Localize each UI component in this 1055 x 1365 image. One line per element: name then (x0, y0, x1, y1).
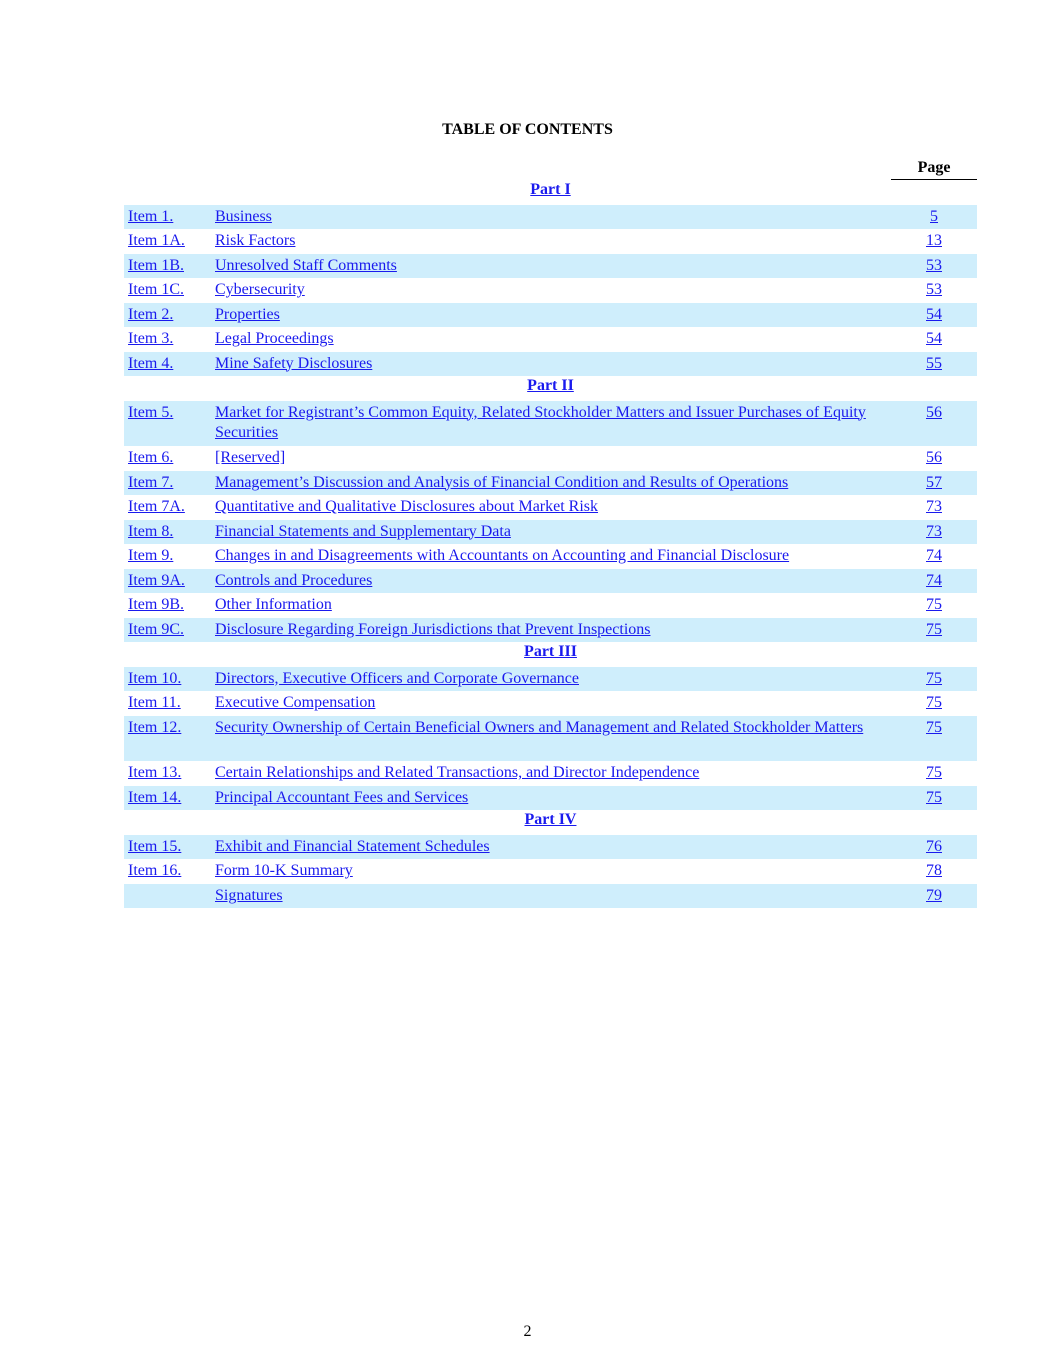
part-heading (124, 642, 977, 667)
item-page-link[interactable]: 73 (926, 522, 942, 540)
item-title-link[interactable]: Business (215, 207, 272, 225)
item-number-link[interactable]: Item 1A. (128, 232, 185, 249)
item-title-link[interactable]: Legal Proceedings (215, 330, 334, 347)
item-number-link[interactable]: Item 12. (128, 718, 182, 736)
item-number-link[interactable]: Item 1C. (128, 281, 184, 298)
item-page-link[interactable]: 76 (926, 837, 942, 855)
item-number-link[interactable]: Item 7. (128, 473, 174, 491)
item-title-link[interactable]: Disclosure Regarding Foreign Jurisdictions that Prevent Inspections (215, 620, 651, 638)
item-title-link[interactable]: Controls and Procedures (215, 571, 373, 589)
item-number-link[interactable]: Item 8. (128, 522, 174, 540)
item-title-link[interactable]: Exhibit and Financial Statement Schedules (215, 837, 490, 855)
toc-row (124, 569, 977, 594)
toc-row (124, 303, 977, 328)
item-page-link[interactable]: 56 (926, 403, 942, 421)
item-number-link[interactable]: Item 13. (128, 764, 182, 781)
item-title-link[interactable]: Executive Compensation (215, 694, 376, 711)
item-number-link[interactable]: Item 14. (128, 788, 182, 806)
toc-row (124, 229, 977, 254)
toc-row (124, 716, 977, 762)
toc-row (124, 254, 977, 279)
item-number-link[interactable]: Item 9A. (128, 571, 185, 589)
item-page-link[interactable]: 75 (926, 764, 942, 781)
item-title-link[interactable]: Certain Relationships and Related Transactions, and Director Independence (215, 764, 700, 781)
item-number-link[interactable]: Item 9B. (128, 596, 184, 613)
item-number-link[interactable]: Item 16. (128, 862, 182, 879)
item-title-link[interactable]: Financial Statements and Supplementary Data (215, 522, 511, 540)
item-page-link[interactable]: 75 (926, 620, 942, 638)
item-page-link[interactable]: 53 (926, 256, 942, 274)
footer-page-number: 2 (523, 1323, 532, 1340)
item-page-link[interactable]: 55 (926, 354, 942, 372)
item-title-link[interactable]: Risk Factors (215, 232, 296, 249)
item-page-link[interactable]: 5 (930, 207, 938, 225)
table-of-contents (124, 180, 977, 908)
item-title-link[interactable]: Other Information (215, 596, 332, 613)
item-page-link[interactable]: 75 (926, 718, 942, 736)
toc-row (124, 495, 977, 520)
item-page-link[interactable]: 75 (926, 596, 942, 613)
item-number-link[interactable]: Item 11. (128, 694, 181, 711)
item-number-link[interactable]: Item 10. (128, 669, 182, 687)
toc-row (124, 761, 977, 786)
part-heading (124, 810, 977, 835)
item-title-link[interactable]: Signatures (215, 886, 283, 904)
item-title-link[interactable]: Changes in and Disagreements with Accountants on Accounting and Financial Disclosure (215, 547, 790, 564)
item-page-link[interactable]: 73 (926, 498, 942, 515)
item-title-link[interactable]: [Reserved] (215, 449, 286, 466)
item-number-link[interactable]: Item 15. (128, 837, 182, 855)
item-number-link[interactable]: Item 5. (128, 403, 174, 421)
toc-row (124, 786, 977, 811)
toc-row (124, 691, 977, 716)
item-title-link[interactable]: Quantitative and Qualitative Disclosures about Market Risk (215, 498, 599, 515)
item-page-link[interactable]: 53 (926, 281, 942, 298)
item-number-link[interactable]: Item 9. (128, 547, 174, 564)
toc-row (124, 667, 977, 692)
page-title: TABLE OF CONTENTS (442, 121, 613, 138)
toc-row (124, 352, 977, 377)
toc-row (124, 593, 977, 618)
item-title-link[interactable]: Unresolved Staff Comments (215, 256, 397, 274)
part-link[interactable]: Part I (530, 181, 571, 198)
item-title-link[interactable]: Form 10-K Summary (215, 862, 353, 879)
toc-row (124, 401, 977, 447)
toc-row (124, 446, 977, 471)
toc-row (124, 327, 977, 352)
part-heading (124, 376, 977, 401)
item-title-link[interactable]: Market for Registrant’s Common Equity, Related Stockholder Matters and Issuer Purchases of Equity Securities (215, 403, 866, 441)
item-number-link[interactable]: Item 6. (128, 449, 174, 466)
item-number-link[interactable]: Item 9C. (128, 620, 184, 638)
item-title-link[interactable]: Directors, Executive Officers and Corporate Governance (215, 669, 579, 687)
item-title-link[interactable]: Properties (215, 305, 280, 323)
part-link[interactable]: Part II (527, 377, 574, 394)
part-link[interactable]: Part III (524, 643, 577, 660)
item-title-link[interactable]: Cybersecurity (215, 281, 305, 298)
item-number-link[interactable]: Item 7A. (128, 498, 185, 515)
toc-row (124, 278, 977, 303)
toc-row (124, 544, 977, 569)
toc-row (124, 520, 977, 545)
item-number-link[interactable]: Item 4. (128, 354, 174, 372)
item-page-link[interactable]: 54 (926, 305, 942, 323)
item-page-link[interactable]: 56 (926, 449, 942, 466)
item-page-link[interactable]: 75 (926, 694, 942, 711)
item-page-link[interactable]: 74 (926, 571, 942, 589)
item-page-link[interactable]: 57 (926, 473, 942, 491)
item-page-link[interactable]: 78 (926, 862, 942, 879)
item-number-link[interactable]: Item 2. (128, 305, 174, 323)
item-number-link[interactable]: Item 1B. (128, 256, 184, 274)
item-page-link[interactable]: 79 (926, 886, 942, 904)
item-page-link[interactable]: 54 (926, 330, 942, 347)
toc-row (124, 618, 977, 643)
item-page-link[interactable]: 74 (926, 547, 942, 564)
toc-row (124, 859, 977, 884)
toc-row (124, 884, 977, 909)
toc-row (124, 205, 977, 230)
item-number-link[interactable]: Item 1. (128, 207, 174, 225)
item-title-link[interactable]: Principal Accountant Fees and Services (215, 788, 469, 806)
toc-row (124, 471, 977, 496)
part-heading (124, 180, 977, 205)
item-title-link[interactable]: Management’s Discussion and Analysis of Financial Condition and Results of Operations (215, 473, 789, 491)
item-title-link[interactable]: Security Ownership of Certain Beneficial Owners and Management and Related Stockholder Matters (215, 718, 864, 736)
part-link[interactable]: Part IV (524, 811, 577, 828)
item-title-link[interactable]: Mine Safety Disclosures (215, 354, 373, 372)
item-page-link[interactable]: 75 (926, 669, 942, 687)
item-number-link[interactable]: Item 3. (128, 330, 174, 347)
page-column-header: Page (917, 159, 951, 176)
item-page-link[interactable]: 13 (926, 232, 942, 249)
toc-row (124, 835, 977, 860)
item-page-link[interactable]: 75 (926, 788, 942, 806)
